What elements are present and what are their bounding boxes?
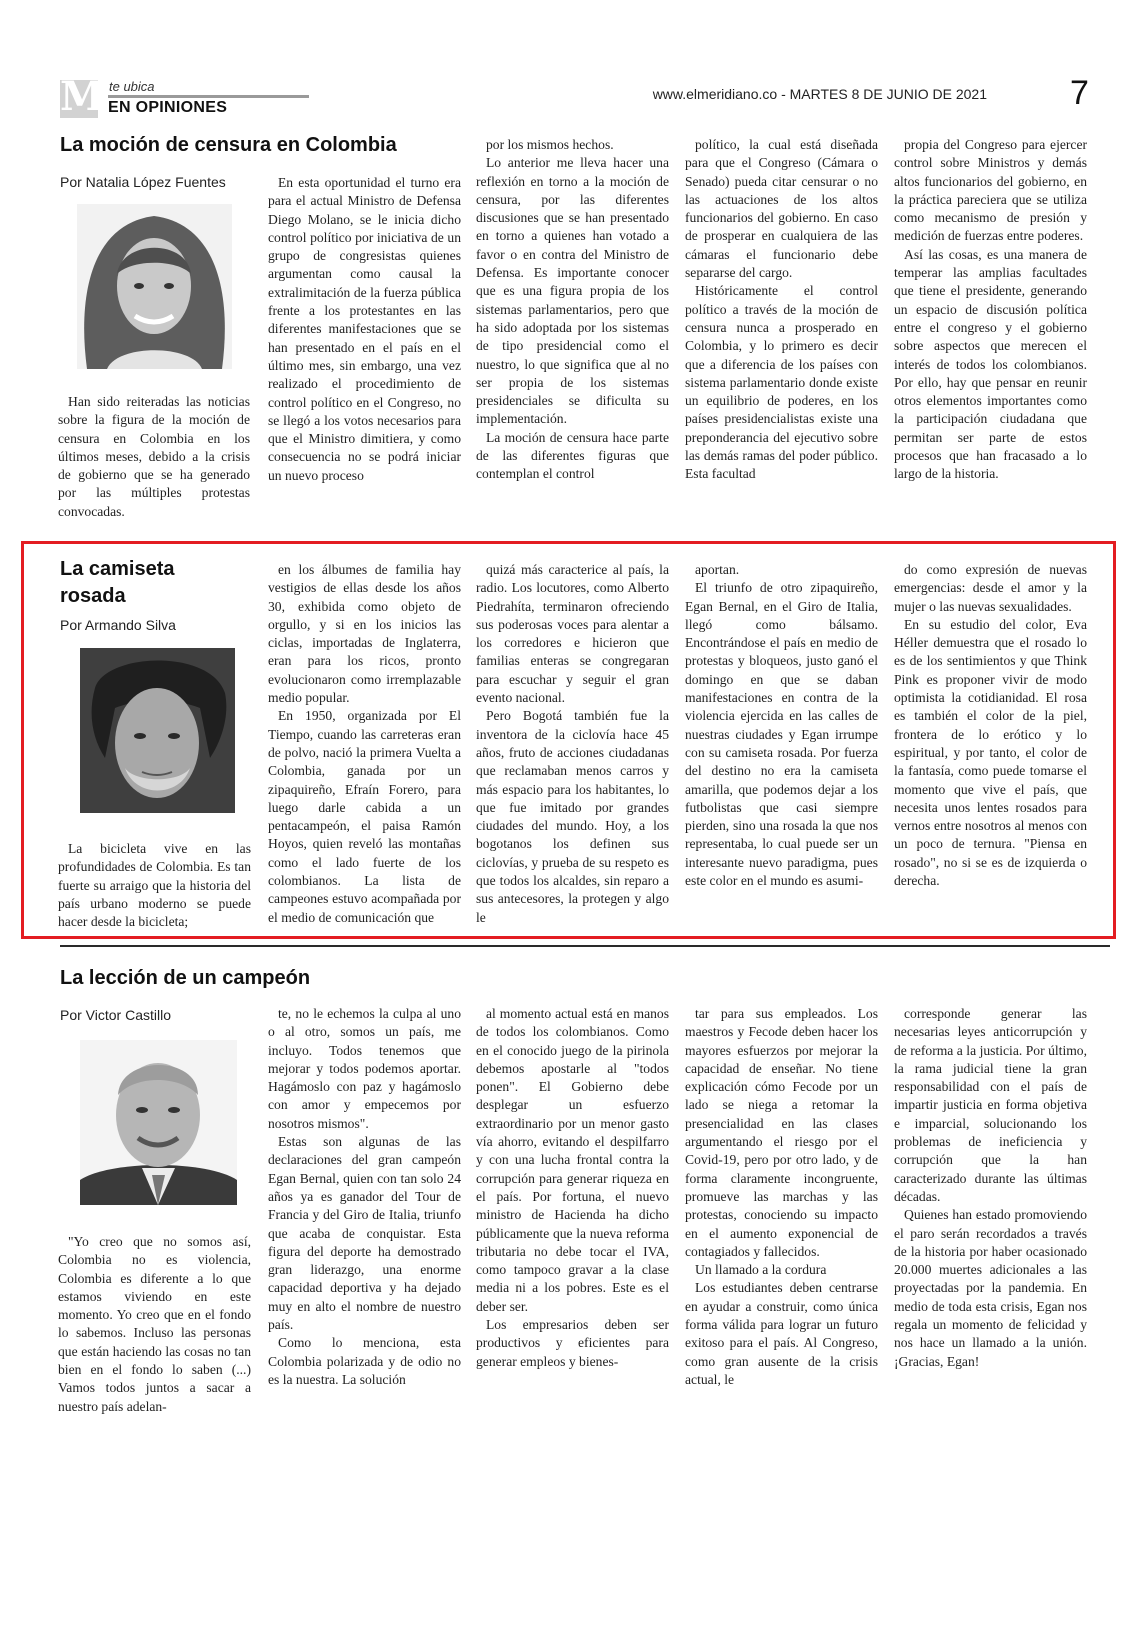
paragraph: El triunfo de otro zipaquireño, Egan Bernal, en el Giro de Italia, llegó como bálsamo. Encontrándose el país en medio de protestas y bloqueos, justo ganó el domingo en que se daban manifestaciones en contra de la violencia ejercida en las calles de nuestras ciudades y Egan irrumpe con su camiseta rosada. Por fuerza del destino no era la camiseta amarilla, que podemos dejar a los futbolistas que casi siempre pierden, sino una rosada la que nos representaba, lo cual puede ser un interesante nuevo paradigma, pues este color en el mundo es asumi- (685, 580, 878, 889)
paragraph: por los mismos hechos. (486, 137, 614, 152)
paragraph: en los álbumes de familia hay vestigios de ellas desde los años 30, exhibida como objeto de orgullo, y si en los inicios las ciclas, importadas de Inglaterra, eran para los ricos, pronto evolucionaron como irremplazable medio popular. (268, 562, 461, 706)
paragraph: Históricamente el control político a través de la moción de censura nunca a prosperado en Colombia, y lo primero es decir que a diferencia de los países con sistema parlamentario donde existe un equilibrio de poderes, en los países presidencialistas existe una preponderancia del ejecutivo sobre las demás ramas del poder público. Esta facultad (685, 283, 878, 482)
paragraph: Han sido reiteradas las noticias sobre la figura de la moción de censura en Colombia en los últimos meses, debido a la crisis de gobierno que se ha generado por las múltiples protestas convocadas. (58, 394, 250, 519)
paragraph: Los estudiantes deben centrarse en ayudar a construir, como única forma válida para lograr un futuro exitoso para el país. Al Congreso, como gran ausente de la crisis actual, le (685, 1280, 878, 1387)
section-divider (60, 945, 1110, 947)
article-column (476, 1005, 669, 1423)
paragraph: tar para sus empleados. Los maestros y Fecode deben hacer los mayores esfuerzos por mejorar la capacidad de enseñar. No tiene explicación cómo Fecode por un lado se niega a retomar la presencialidad en las clases argumentando el riesgo por el Covid-19, pero por otro lado, y de forma claramente incongruente, promueve las marchas y las protestas, conociendo su impacto en el aumento exponencial de contagiados y fallecidos. (685, 1006, 878, 1259)
paragraph: La moción de censura hace parte de las diferentes figuras que contemplan el control (476, 429, 669, 482)
paragraph: Estas son algunas de las declaraciones del gran campeón Egan Bernal, quien con tan solo 24 años ya es ganador del Tour de Francia y del Giro de Italia, triunfo que acaba de conquistar. Esta figura del deporte ha demostrado gran liderazgo, una enorme capacidad deportiva y ha dejado muy en alto el nombre de nuestro país. (268, 1134, 461, 1333)
article-column (685, 1005, 878, 1423)
paragraph: "Yo creo que no somos así, Colombia no es violencia, Colombia es diferente a lo que estamos viviendo en este momento. Yo creo que en el fondo lo sabemos. Incluso las personas que están haciendo las cosas no tan bien en el fondo lo saben (...) Vamos todos juntos a sacar a nuestro país adelan- (58, 1234, 251, 1414)
article-column (894, 561, 1087, 932)
logo-letter: M (60, 73, 105, 120)
paragraph: Como lo menciona, esta Colombia polarizada y de odio no es la nuestra. La solución (268, 1335, 461, 1387)
page-number: 7 (1070, 74, 1089, 112)
paragraph: En esta oportunidad el turno era para el actual Ministro de Defensa Diego Molano, se le inicia dicho control político por iniciativa de un grupo de congresistas quienes argumentan como causal la extralimitación de la fuerza pública frente a los protestantes en las diferentes manifestaciones que se han presentado en el país en el último mes, sin embargo, una vez realizado el procedimiento de control político en el Congreso, no se llegó a los votos necesarios para que el Ministro dimitiera, y como consecuencia no se podrá iniciar un nuevo proceso (268, 175, 461, 483)
site-date: www.elmeridiano.co - MARTES 8 DE JUNIO DE 2021 (652, 86, 987, 102)
paragraph: Los empresarios deben ser productivos y eficientes para generar empleos y bienes- (476, 1317, 669, 1369)
tagline: te ubica (109, 79, 155, 94)
paragraph: aportan. (695, 562, 740, 577)
article-column (894, 1005, 1087, 1423)
article-column (476, 561, 669, 932)
paragraph: corresponde generar las necesarias leyes anticorrupción y de reforma a la justicia. Por último, la rama judicial tiene la gran responsabilidad con el país de impartir justicia en forma objetiva e imparcial, solucionando los problemas de ineficiencia y corrupción que la han caracterizado durante las últimas décadas. (894, 1006, 1087, 1204)
paragraph: Quienes han estado promoviendo el paro serán recordados a través de la historia por haber ocasionado 20.000 muertes adicionales a las proyectadas por la pandemia. En medio de toda esta crisis, Egan nos regala un momento de felicidad y nos hace un llamado a la unión. ¡Gracias, Egan! (894, 1207, 1087, 1369)
author-photo (80, 1040, 237, 1205)
article-byline: Por Armando Silva (60, 617, 176, 633)
paragraph: Un llamado a la cordura (695, 1262, 827, 1278)
section-title: EN OPINIONES (108, 99, 228, 116)
paragraph: te, no le echemos la culpa al uno o al otro, somos un país, me incluyo. Todos tenemos que mejorar y todos podemos aportar. Hagámoslo con paz y hagámoslo con amor y empecemos por nosotros mismos". (268, 1006, 461, 1131)
article-column (58, 840, 251, 932)
paragraph: En 1950, organizada por El Tiempo, cuando las carreteras eran de polvo, nació la primera Vuelta a Colombia, ganada por un zipaquireño, Efraín Forero, para luego darle cabida a un pentacampeón, el paisa Ramón Hoyos, quien reveló las montañas como el lado fuerte de los colombianos. La lista de campeones estuvo acompañada por el medio de comunicación que (268, 708, 461, 925)
article-column (58, 393, 250, 528)
article-column (268, 561, 461, 932)
paragraph: Lo anterior me lleva hacer una reflexión en torno a la moción de censura, por las diferentes discusiones que se han presentado en torno a quienes han votado a favor o en contra del Ministro de Defensa. Es importante conocer que es una figura propia de los sistemas parlamentarios, pero que ha sido adoptada por los sistemas de tipo presidencial como el nuestro, lo que significa que al no ser propia de los sistemas presidenciales se dificulta su implementación. (476, 155, 669, 427)
paragraph: político, la cual está diseñada para que el Congreso (Cámara o Senado) pueda citar censurar o no las actuaciones de los altos funcionarios del gobierno. En caso de prosperar en cualquiera de las cámaras el funcionario debe separarse del cargo. (685, 137, 878, 281)
header-rule (108, 95, 309, 98)
article-title: La camiseta rosada (60, 558, 175, 607)
article-byline: Por Natalia López Fuentes (60, 174, 226, 190)
paragraph: propia del Congreso para ejercer control sobre Ministros y demás altos funcionarios del gobierno, en la práctica pareciera que se utiliza como mecanismo de presión y medición de fuerzas entre poderes. (894, 137, 1087, 244)
paragraph: La bicicleta vive en las profundidades de Colombia. Es tan fuerte su arraigo que la historia del país urbano moderno se puede hacer desde la bicicleta; (58, 841, 251, 930)
paragraph: quizá más caracterice al país, la radio. Los locutores, como Alberto Piedrahíta, terminaron ofreciendo sus poderosas voces para alentar a los corredores e hicieron que familias enteras se congregaran para escuchar y seguir el gran evento nacional. (476, 562, 669, 706)
article-column (476, 136, 669, 528)
article-byline: Por Victor Castillo (60, 1007, 172, 1023)
paragraph: Así las cosas, es una manera de temperar las amplias facultades que tiene el presidente, generando un espacio de discusión política entre el congreso y el gobierno sobre aspectos que merecen el interés de todos los colombianos. Por ello, hay que pensar en reunir otros elementos importantes como la participación ciudadana que permitan ser parte de estos procesos que han fracasado a lo largo de la historia. (894, 246, 1087, 482)
author-photo (80, 648, 235, 813)
article-column (58, 1233, 251, 1423)
article-title: La lección de un campeón (60, 967, 311, 989)
article-column (685, 561, 878, 932)
paragraph: do como expresión de nuevas emergencias: desde el amor y la mujer o las nuevas sexualidades. (894, 562, 1087, 614)
paragraph: En su estudio del color, Eva Héller demuestra que el rosado lo es de los sentimientos y que Think Pink es proponer vivir de modo optimista la cotidianidad. El rosa es también el color de la piel, frontera de lo erótico y lo espiritual, y por tanto, el color de la fantasía, como puede tomarse el momento que vive el país, que necesita unos lentes rosados para vernos entre nosotros al menos con un poco de ternura. "Piensa en rosado", no si se es de izquierda o derecha. (894, 616, 1087, 889)
article-column (268, 174, 461, 528)
article-column (894, 136, 1087, 528)
author-photo (77, 204, 232, 369)
article-column (268, 1005, 461, 1423)
paragraph: Pero Bogotá también fue la inventora de la ciclovía hace 45 años, fruto de acciones ciudadanas que reclamaban menos carros y más espacio para los habitantes, lo que fue imitado por grandes ciudades del mundo. Hoy, a los bogotanos los definen sus ciclovías, y prueba de su respeto es que todos los alcaldes, sin reparo a sus antecesores, la protegen y algo le (476, 708, 669, 925)
article-title: La moción de censura en Colombia (60, 134, 397, 156)
article-column (685, 136, 878, 528)
paragraph: al momento actual está en manos de todos los colombianos. Como en el conocido juego de la pirinola debemos apostarle al "todos ponen". El Gobierno debe desplegar un esfuerzo extraordinario por un menor gasto vía ahorro, evitando el despilfarro y con una lucha frontal contra la corrupción para generar riqueza en el país. Por fortuna, el nuevo ministro de Hacienda ha dicho públicamente que la nueva reforma tributaria no debe tocar el IVA, como tampoco gravar a la clase media ni a los pobres. Este es el deber ser. (476, 1006, 669, 1314)
